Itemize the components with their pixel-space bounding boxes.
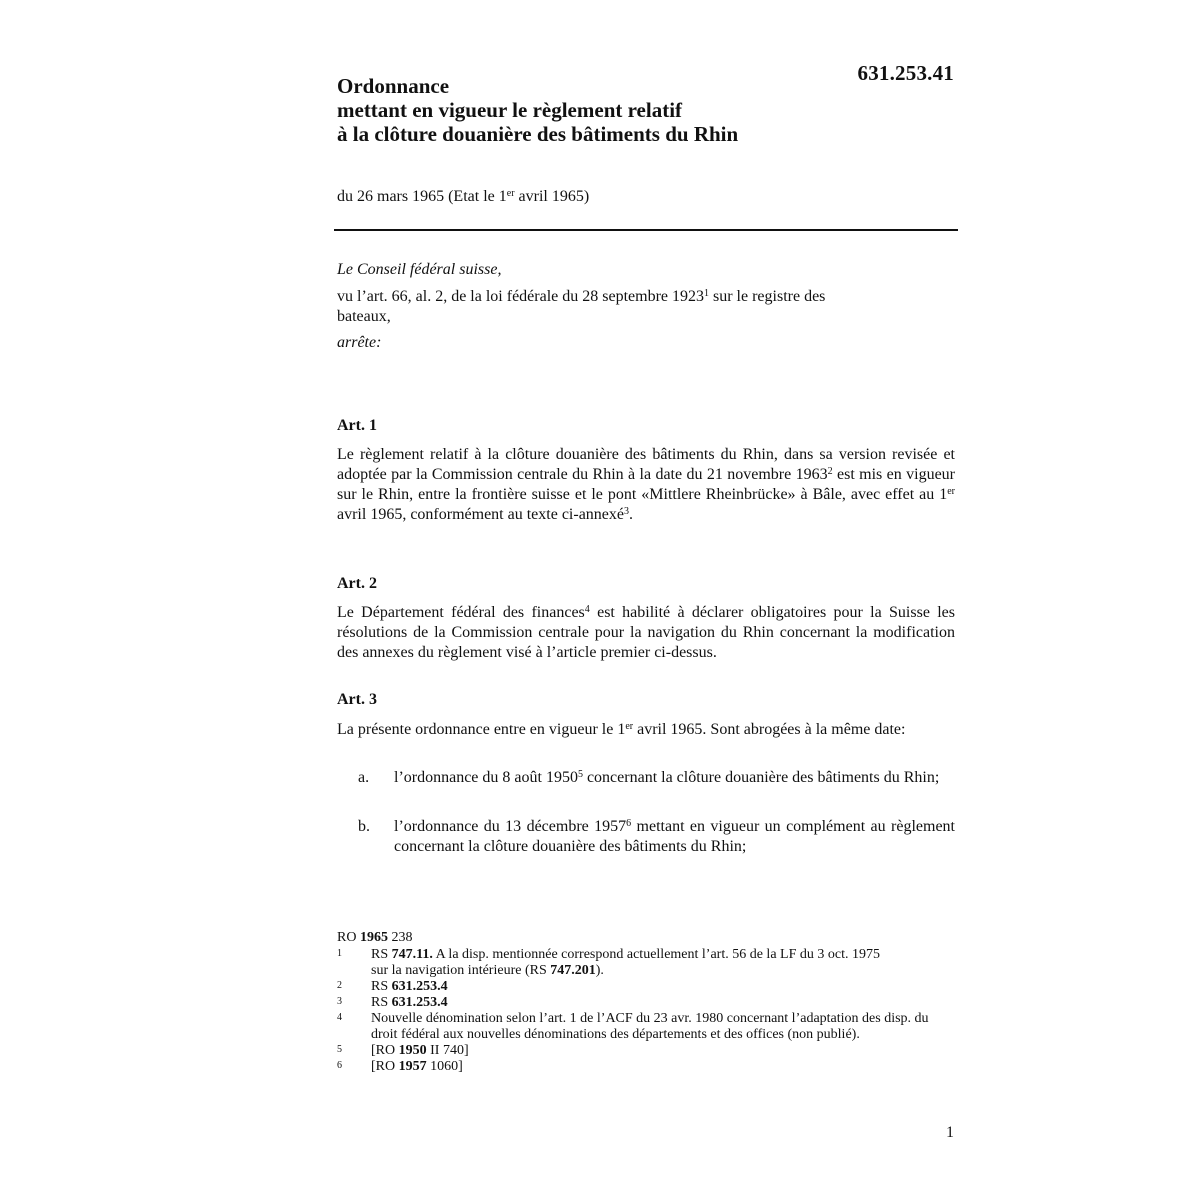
footnote [337,947,958,979]
list-marker: a. [358,769,370,786]
preamble-authority: Le Conseil fédéral suisse, [337,261,502,278]
footnote-number: 1 [337,948,342,959]
article-1-title: Art. 1 [337,417,377,434]
footnote-text [371,1043,941,1059]
preamble-decree: arrête: [337,334,382,351]
fn-text: II 740] [426,1043,469,1058]
article-2-text [337,603,955,663]
article-text: est habilité à déclarer obligatoires pour la Suisse les résolutions de la Commission centrale pour la navigation du Rhin concernant la modification des annexes du règlement visé à l’article premier ci-dessus. [337,604,956,661]
article-text: La présente ordonnance entre en vigueur le 1 [337,721,626,738]
ordinal-superscript: er [947,486,955,497]
basis-text-end: sur le registre des bateaux, [337,288,826,325]
footnote-number: 4 [337,1012,342,1023]
ordinal-superscript: er [625,721,634,732]
fn-ref: 747.201 [550,963,596,978]
ro-year: 1965 [359,930,388,945]
date-line [337,188,589,206]
fn-text: Nouvelle dénomination selon l’art. 1 de l’ACF du 23 avr. 1980 concernant l’adaptation des disp. du droit fédéral aux nouvelles dénominations des départements et des offices (non publié). [371,1011,929,1042]
footnote [337,1059,958,1075]
fn-text: RS [371,979,392,994]
ro-page: 238 [387,930,413,945]
footnote-text [371,995,941,1011]
preamble-basis [337,287,872,327]
footnote-ref: 3 [624,506,629,517]
article-3-title: Art. 3 [337,691,377,708]
footnote-number: 6 [337,1060,342,1071]
article-3-text [337,720,955,740]
page-number: 1 [946,1124,954,1141]
footnote-ref: 1 [704,288,709,299]
document-title [337,74,738,146]
item-text: mettant en vigueur un complément au règlement concernant la clôture douanière des bâtiments du Rhin; [394,818,955,855]
footnote-text [371,1059,941,1075]
date-superscript: er [506,188,515,199]
ro-text: RO [337,930,360,945]
document-page [337,0,958,1200]
date-text: du 26 mars 1965 (Etat le 1 [337,188,507,205]
footnote-ref: 4 [584,604,590,615]
footnote [337,1043,958,1059]
title-line: Ordonnance [337,74,450,98]
fn-ref: 631.253.4 [391,995,448,1010]
article-text: est mis en vigueur sur le Rhin, entre la frontière suisse et le pont «Mittlere Rheinbrücke» à Bâle, avec effet au 1 [337,466,955,503]
article-text: avril 1965, conformément au texte ci-annexé [337,506,624,523]
basis-text: vu l’art. 66, al. 2, de la loi fédérale du 28 septembre 1923 [337,288,704,305]
list-marker: b. [358,818,370,835]
article-text: . [629,506,633,523]
date-text-end: avril 1965) [514,188,590,205]
footnotes [337,930,958,1075]
fn-text: RS [371,995,392,1010]
fn-text: [RO [371,1059,399,1074]
ro-reference [337,930,958,947]
article-2-title: Art. 2 [337,575,377,592]
list-text [394,768,955,788]
title-line: à la clôture douanière des bâtiments du Rhin [337,122,739,146]
footnote [337,979,958,995]
fn-ref: 747.11. [391,947,433,962]
item-text: l’ordonnance du 13 décembre 1957 [394,818,627,835]
footnote-text [371,947,891,979]
footnote-ref: 2 [827,466,833,477]
fn-ref: 1950 [398,1043,427,1058]
footnote [337,995,958,1011]
item-text: l’ordonnance du 8 août 1950 [394,769,578,786]
fn-text: 1060] [426,1059,463,1074]
item-text: concernant la clôture douanière des bâtiments du Rhin; [582,769,940,786]
title-line: mettant en vigueur le règlement relatif [337,98,683,122]
fn-text: RS [371,947,392,962]
article-text: avril 1965. Sont abrogées à la même date: [633,721,906,738]
footnote-ref: 5 [577,769,583,780]
footnote-ref: 6 [626,818,632,829]
list-text [394,817,955,857]
footnote-number: 3 [337,996,342,1007]
footnote [337,1011,958,1043]
footnote-number: 5 [337,1044,342,1055]
fn-text: [RO [371,1043,399,1058]
fn-text: ). [595,963,604,978]
sr-number: 631.253.41 [857,61,954,85]
header-divider [334,229,958,231]
footnote-text [371,1011,941,1043]
article-text: Le Département fédéral des finances [337,604,585,621]
article-1-text [337,445,955,525]
fn-ref: 1957 [398,1059,427,1074]
fn-ref: 631.253.4 [391,979,448,994]
footnote-text [371,979,941,995]
article-text: Le règlement relatif à la clôture douanière des bâtiments du Rhin, dans sa version revisée et adoptée par la Commission centrale du Rhin à la date du 21 novembre 1963 [337,446,955,483]
fn-text: A la disp. mentionnée correspond actuellement l’art. 56 de la LF du 3 oct. 1975 sur la navigation intérieure (RS [371,947,880,978]
footnote-number: 2 [337,980,342,991]
